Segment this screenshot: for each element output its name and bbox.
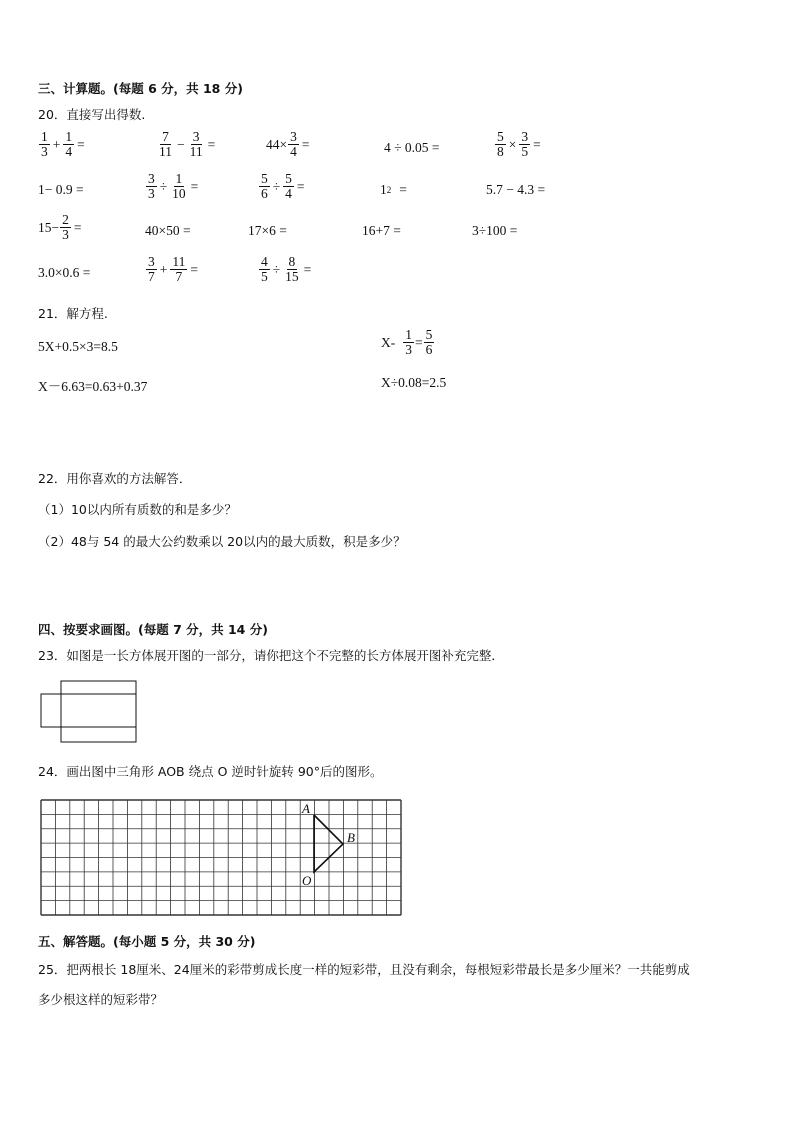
fraction-denominator: 15 — [285, 269, 299, 285]
equals-sign: = — [301, 136, 310, 152]
power-exponent: 2 — [386, 185, 392, 195]
section-3-title: 三、计算题。(每题 6 分，共 18 分) — [38, 81, 243, 96]
fraction-denominator: 5 — [521, 144, 529, 160]
fraction-denominator: 6 — [261, 186, 268, 202]
fraction-numerator: 3 — [148, 254, 155, 269]
equals-sign: = — [77, 136, 85, 152]
expression-text: 4 ÷ 0.05 = — [384, 140, 440, 155]
equals-sign: = — [533, 136, 541, 152]
fraction-numerator: 8 — [288, 254, 296, 269]
fraction-numerator: 3 — [192, 129, 200, 144]
equals-sign: = — [399, 182, 407, 197]
equals-sign: = — [73, 219, 82, 235]
section-4-title: 四、按要求画图。(每题 7 分，共 14 分) — [38, 622, 268, 637]
point-b-label: B — [347, 830, 355, 845]
fraction-denominator: 6 — [425, 342, 433, 358]
q24-text: 24．画出图中三角形 AOB 绕点 O 逆时针旋转 90°后的图形。 — [38, 764, 383, 779]
fraction-numerator: 1 — [405, 327, 412, 342]
operator: + — [159, 261, 168, 277]
fraction-denominator: 5 — [261, 269, 268, 285]
expression-text: 40×50 = — [145, 223, 191, 238]
q22-label: 22．用你喜欢的方法解答． — [38, 471, 192, 486]
fraction-numerator: 5 — [285, 171, 292, 186]
fraction-denominator: 10 — [172, 186, 186, 202]
fraction-denominator: 3 — [62, 227, 69, 243]
q23-text: 23．如图是一长方体展开图的一部分，请你把这个不完整的长方体展开图补充完整． — [38, 648, 504, 663]
fraction-numerator: 1 — [41, 129, 48, 144]
point-o-label: O — [302, 873, 312, 888]
equals-sign: = — [190, 261, 198, 277]
section-5-title: 五、解答题。(每小题 5 分，共 30 分) — [38, 934, 256, 949]
operator: × — [508, 136, 517, 152]
fraction-numerator: 7 — [162, 129, 169, 144]
power-base: 1 — [380, 182, 387, 197]
expression-text: 16+7 = — [362, 223, 401, 238]
fraction-denominator: 4 — [285, 186, 292, 202]
fraction-numerator: 3 — [148, 171, 155, 186]
fraction-denominator: 8 — [497, 144, 504, 160]
q25-line-2: 多少根这样的短彩带？ — [38, 992, 164, 1007]
fraction-denominator: 4 — [290, 144, 297, 160]
q22-part-2: （2）48与 54 的最大公约数乘以 20以内的最大质数，积是多少？ — [38, 534, 406, 549]
fraction-denominator: 3 — [148, 186, 155, 202]
fraction-denominator: 11 — [159, 144, 172, 160]
whole-term: 44× — [266, 136, 288, 152]
operator: ÷ — [159, 178, 168, 194]
equation-1: 5X+0.5×3=8.5 — [38, 339, 118, 354]
expression-text: 1− 0.9 = — [38, 182, 84, 197]
equation-2-equals: = — [415, 334, 423, 350]
q25-line-1: 25．把两根长 18厘米、24厘米的彩带剪成长度一样的短彩带，且没有剩余，每根短彩带最长是多少厘米？一共能剪成 — [38, 962, 690, 977]
equation-4: X÷0.08=2.5 — [381, 375, 447, 390]
expression-text: 17×6 = — [248, 223, 287, 238]
equals-sign: = — [303, 261, 312, 277]
equation-2-prefix: X- — [381, 334, 396, 350]
equals-sign: = — [207, 136, 216, 152]
net-outer-rect — [61, 681, 136, 742]
point-a-label: A — [302, 801, 310, 816]
fraction-denominator: 7 — [148, 269, 155, 285]
fraction-numerator: 3 — [290, 129, 297, 144]
expression-text: 5.7 − 4.3 = — [486, 182, 546, 197]
fraction-numerator: 3 — [521, 129, 529, 144]
fraction-numerator: 5 — [261, 171, 268, 186]
cuboid-net-figure — [41, 681, 136, 742]
equation-3: X－6.63=0.63+0.37 — [38, 379, 148, 394]
fraction-numerator: 1 — [175, 171, 183, 186]
fraction-denominator: 7 — [175, 269, 183, 285]
fraction-denominator: 3 — [405, 342, 412, 358]
operator: − — [177, 136, 185, 152]
q21-label: 21．解方程. — [38, 306, 108, 321]
operator: ÷ — [272, 178, 281, 194]
operator: + — [52, 136, 61, 152]
net-side-face — [41, 694, 61, 727]
q22-part-1: （1）10以内所有质数的和是多少？ — [38, 502, 237, 517]
fraction-denominator: 11 — [189, 144, 203, 160]
fraction-numerator: 5 — [425, 327, 433, 342]
operator: ÷ — [272, 261, 281, 277]
fraction-numerator: 5 — [497, 129, 504, 144]
expression-text: 3.0×0.6 = — [38, 265, 91, 280]
fraction-numerator: 11 — [172, 254, 186, 269]
q20-label: 20．直接写出得数. — [38, 107, 146, 122]
rotation-grid — [41, 800, 401, 915]
fraction-numerator: 4 — [261, 254, 268, 269]
fraction-numerator: 2 — [62, 212, 69, 227]
fraction-denominator: 3 — [41, 144, 48, 160]
expression-text: 3÷100 = — [472, 223, 518, 238]
fraction-denominator: 4 — [65, 144, 73, 160]
equals-sign: = — [296, 178, 305, 194]
equals-sign: = — [190, 178, 199, 194]
fraction-numerator: 1 — [65, 129, 73, 144]
whole-term: 15− — [38, 219, 60, 235]
